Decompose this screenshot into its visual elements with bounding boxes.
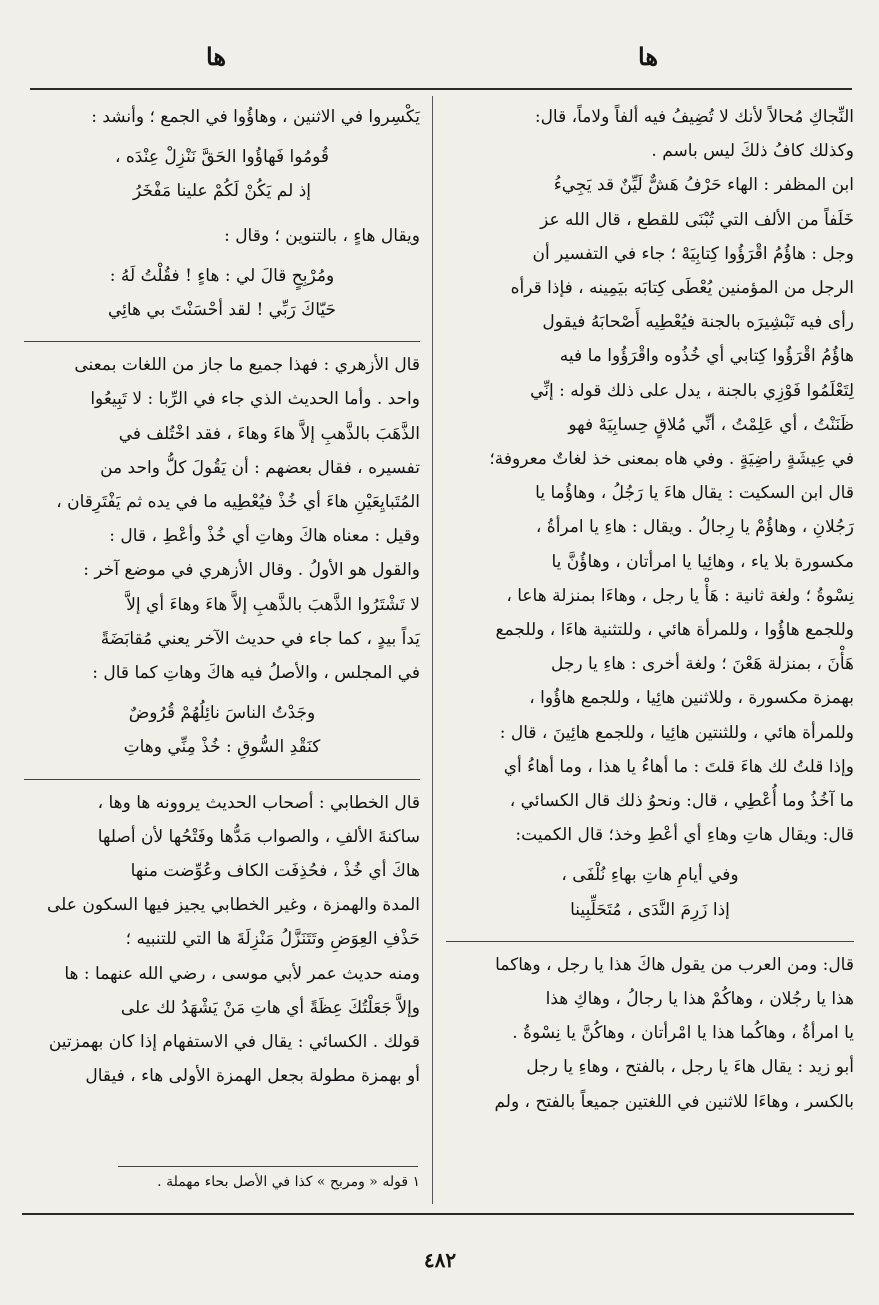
text-line: قال: ويقال هاتِ وهاءِ أي أعْطِ وخذ؛ قال الكميت: [515,825,854,846]
text-line: قال الخطابي : أصحاب الحديث يروونه ها وها ، [97,792,420,813]
text-line: وللمرأة هائي ، وللثنتين هائِيا ، وللجمع هائِينَ ، قال : [499,722,854,743]
verse-line: إذ لم يَكُنْ لَكُمْ علينا مَفْخَرُ [132,181,312,202]
verse-line: وجَدْتُ الناسَ نائِلُهُمْ قُرُوضٌ [128,703,316,724]
text-line: لِتَعْلَمُوا فَوْزِي بالجنة ، يدل على ذلك قوله : إنِّي [530,380,854,401]
footer-rule [22,1213,854,1215]
text-line: بالكسر ، وهاءَا للاثنين في اللغتين جميعاً بالفتح ، ولم [494,1091,854,1112]
verse-line: وفي أيامِ هاتِ بهاءِ نُلْفَى ، [561,865,739,886]
text-line: قال الأزهري : فهذا جميع ما جاز من اللغات بمعنى [74,355,420,376]
footnote: ١ قوله « ومربح » كذا في الأصل بحاء مهملة . [157,1174,420,1190]
text-line: يا امرأةُ ، وهاكُما هذا يا امْرأتان ، وهاكُنَّ يا نِسْوةُ . [512,1023,854,1044]
column-separator [432,96,433,1204]
text-line: والقول هو الأولُ . وقال الأزهري في موضع آخر : [83,560,420,581]
text-line: مكسورة بلا ياء ، وهائِيا يا امرأتان ، وهاؤُنَّ يا [551,551,854,572]
headword-right: ها [638,42,658,71]
text-line: الذَّهَبَ بالذَّهبِ إلاَّ هاءَ وهاءَ ، فقد اخْتُلف في [118,423,420,444]
text-line: حَذْفِ العِوَضِ وتَتَنَزَّلُ مَنْزِلَةَ ها التي للتنبيه ؛ [125,929,420,950]
verse-line: كنَقْدِ السُّوقِ : خُذْ مِنِّي وهاتِ [123,737,321,758]
text-line: تفسيره ، فقال بعضهم : أن يَقُولَ كلُّ واحد من [100,457,420,478]
right-column [446,100,854,1119]
verse-rule [24,779,420,780]
text-line: رأى فيه تَبْشِيرَه بالجنة فيُعْطِيه أَصْحابَهُ فيقول [542,312,854,333]
verse-line: إذا زَرِمَ النَّدَى ، مُتَحَلِّبِينا [570,899,730,920]
text-line: ظَنَنْتُ ، أي عَلِمْتُ ، أنِّي مُلاقٍ حِسابِيَهْ فهو [568,414,854,435]
page-header [0,40,879,80]
verse-block-1 [24,134,420,218]
headword-left: ها [206,42,226,71]
text-line: وإلاَّ جَعَلْتُكَ عِظَةً أي هاتِ مَنْ يَشْهَدُ لك على [120,997,420,1018]
text-line: أو بهمزة مطولة بجعل الهمزة الأولى هاء ، فيقال [85,1066,420,1087]
verse-block-3 [24,690,420,774]
text-line: ويقال هاءٍ ، بالتنوين ؛ وقال : [224,225,420,246]
footnote-rule [118,1166,418,1167]
verse-rule [446,941,854,942]
text-line: قولك . الكسائي : يقال في الاستفهام إذا كان بهمزتين [48,1032,420,1053]
text-line: في عِيشَةٍ راضِيَةٍ . وفي هاه بمعنى خذ لغاتٌ معروفة؛ [489,449,854,470]
header-rule [30,88,852,90]
text-line: المدة والهمزة ، وغير الخطابي يجيز فيها السكون على [46,895,420,916]
left-column [24,100,420,1093]
text-line: وجل : هاؤُمُ اقْرَؤُوا كِتابِيَهْ ؛ جاء في التفسير أن [532,243,854,264]
verse-block-2 [24,253,420,337]
verse-line: ومُرْبِحٍ قالَ لي : هاءٍ ! فقُلْتُ لَهُ : [109,265,335,286]
text-line: وقيل : معناه هاكَ وهاتِ أي خُذْ وأعْطِ ، قال : [109,526,420,547]
text-line: ساكنةَ الألفِ ، والصواب مَدُّها وفَتْحُها لأن أصلها [97,826,420,847]
text-line: ومنه حديث عمر لأبي موسى ، رضي الله عنهما : ها [64,963,420,984]
text-line: هاكَ أي خُذْ ، فحُذِفَت الكاف وعُوِّضت منها [130,861,420,882]
text-line: بهمزة مكسورة ، وللاثنين هائِيا ، وللجمع هاؤُوا ، [529,688,854,709]
text-line: هَأْنَ ، بمنزلة هَعْنَ ؛ ولغة أخرى : هاءِ يا رجل [550,654,854,675]
text-line: الرجل من المؤمنين يُعْطَى كِتابَه بيَمِينه ، فإذا قرأه [510,278,854,299]
text-line: يَكْسِروا في الاثنين ، وهاؤُوا في الجمع ؛ وأنشد : [91,107,420,127]
page-number: ٤٨٢ [423,1248,457,1272]
text-line: واحد . وأما الحديث الذي جاء في الرِّبا : لا تَبِيعُوا [90,389,420,410]
text-line: خَلَفاً من الألف التي تُبْنَى للقطع ، قال الله عز [540,209,854,230]
text-line: لا تَشْتَرُوا الذَّهبَ بالذَّهبِ إلاَّ هاءَ وهاءَ أي إلاَّ [126,594,420,615]
text-line: وإذا قلتُ لك هاءَ قلتَ : ما أهاءُ يا هذا ، وما أهاءُ أي [503,756,854,777]
verse-line: حَيّاكَ رَبِّي ! لقد أحْسَنْتَ بي هائِي [107,300,337,321]
verse-kumait [446,852,854,936]
text-line: رَجُلانِ ، وهاؤُمْ يا رِجالُ . ويقال : هاءِ يا امرأةُ ، [535,517,854,538]
text-line: هاؤُمُ اقْرَؤُوا كِتابي أي خُذُوه واقْرَؤُوا ما فيه [559,346,854,367]
verse-line: قُومُوا فَهاؤُوا الحَقَّ نَنْزِلْ عِنْدَه ، [114,147,330,168]
verse-rule [24,341,420,342]
text-line: وللجمع هاؤُوا ، وللمرأة هائي ، وللتثنية هاءَا ، وللجمع [495,620,854,641]
text-line: ما آخُذُ وما أُعْطِي ، قال: ونحوُ ذلك قال الكسائي ، [509,791,854,812]
text-line: قال: ومن العرب من يقول هاكَ هذا يا رجل ، وهاكما [495,954,854,975]
text-line: وكذلك كافُ ذلكَ ليس باسم . [651,141,854,162]
text-line: أبو زيد : يقال هاءَ يا رجل ، بالفتح ، وهاءِ يا رجل [526,1057,854,1078]
text-line: قال ابن السكيت : يقال هاءَ يا رَجُلُ ، وهاؤُما يا [535,483,854,504]
text-line: نِسْوةُ ؛ ولغة ثانية : هَأْ يا رجل ، وهاءَا بمنزلة هاعا ، [506,585,854,606]
text-line: المُتَبايِعَيْنِ هاءَ أي خُذْ فيُعْطِيه ما في يده ثم يَفْتَرِقان ، [56,492,420,513]
text-line: ابن المظفر : الهاء حَرْفُ هَشٌّ لَيِّنٌ قد يَجِيءُ [553,175,854,196]
text-line: هذا يا رجُلان ، وهاكُمْ هذا يا رجالُ ، وهاكِ هذا [545,989,854,1010]
text-line: النِّجاكِ مُحالاً لأنك لا تُضِيفُ فيه ألفاً ولاماً، قال: [534,107,854,127]
text-line: يَداً بيدٍ ، كما جاء في حديث الآخر يعني مُقابَضَةً [100,628,420,649]
text-line: في المجلس ، والأصلُ فيه هاكَ وهاتِ كما قال : [92,663,420,684]
